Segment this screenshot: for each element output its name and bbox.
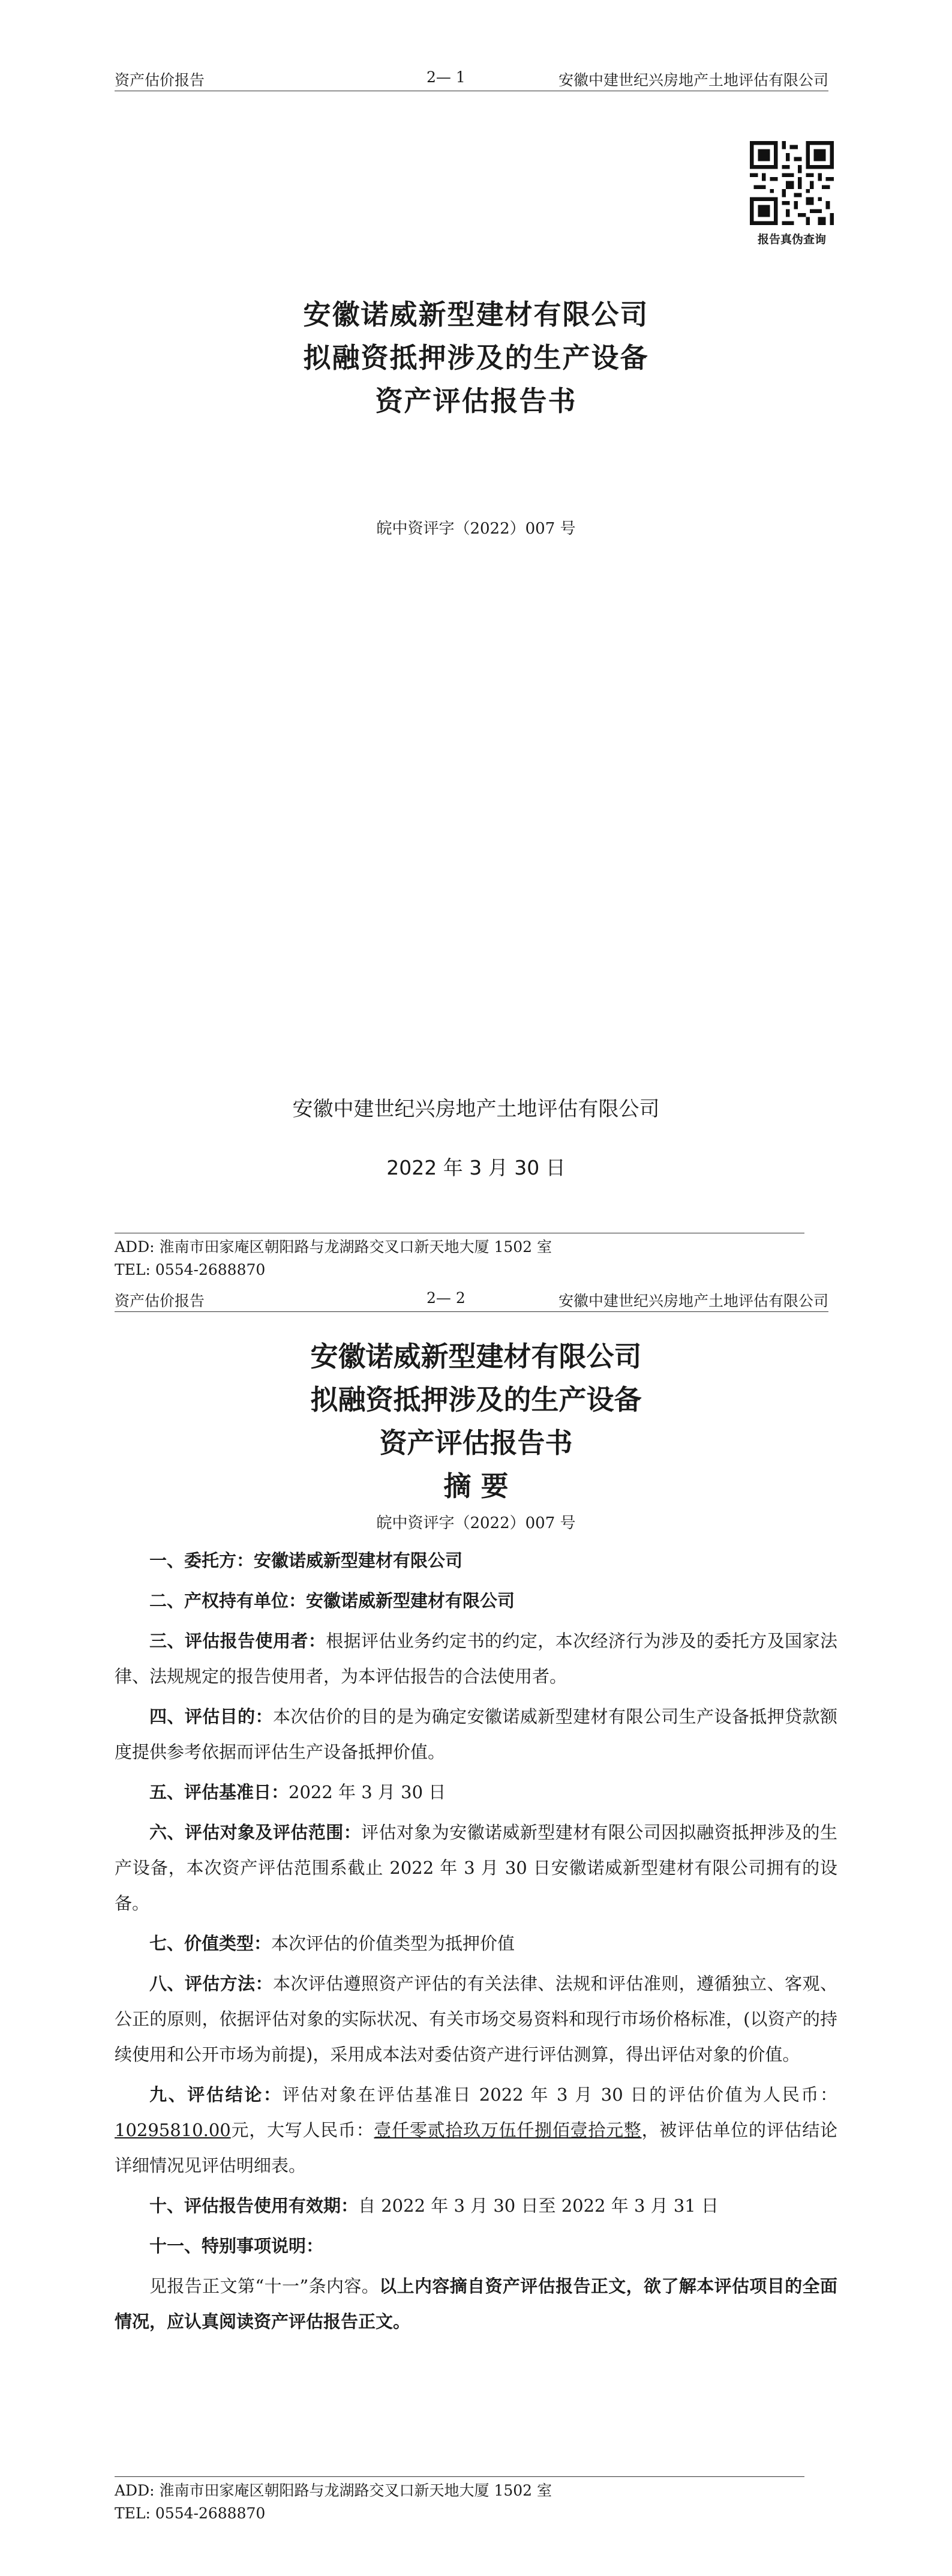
qr-code-icon[interactable]: [750, 141, 834, 225]
section-base-date: 五、评估基准日：2022 年 3 月 30 日: [149, 1782, 446, 1802]
section-method: 八、评估方法：本次评估遵照资产评估的有关法律、法规和评估准则，遵循独立、客观、公正的原则，依据评估对象的实际状况、有关市场交易资料和现行市场价格标准，(以资产的持续使用和公开市场为前提)，采用成本法对委估资产进行评估测算，得出评估对象的价值。: [115, 1973, 837, 2065]
section-purpose: 四、评估目的：本次估价的目的是为确定安徽诺威新型建材有限公司生产设备抵押贷款额度提供参考依据而评估生产设备抵押价值。: [115, 1706, 837, 1762]
cover-title-line1: 安徽诺威新型建材有限公司: [303, 298, 649, 331]
section-scope: 六、评估对象及评估范围：评估对象为安徽诺威新型建材有限公司因拟融资抵押涉及的生产设备，本次资产评估范围系截止 2022 年 3 月 30 日安徽诺威新型建材有限公司拥有的设备。: [115, 1822, 837, 1913]
report-number: 皖中资评字（2022）007 号: [376, 1514, 576, 1532]
summary-heading: 摘 要: [443, 1470, 509, 1502]
section-validity: 十、评估报告使用有效期：自 2022 年 3 月 30 日至 2022 年 3 月 31 日: [149, 2195, 719, 2216]
section-conclusion: 九、评估结论：评估对象在评估基准日 2022 年 3 月 30 日的评估价值为人民币：10295810.00元，大写人民币：壹仟零贰拾玖万伍仟捌佰壹拾元整，被评估单位的评估结论详细情况见评估明细表。: [115, 2084, 837, 2176]
cover-title-line2: 拟融资抵押涉及的生产设备: [303, 342, 649, 374]
valuation-amount: 10295810.00: [115, 2120, 231, 2140]
header-left: 资产估价报告: [115, 71, 205, 89]
summary-title-line1: 安徽诺威新型建材有限公司: [310, 1340, 642, 1373]
footer-tel: TEL: 0554-2688870: [115, 2505, 266, 2522]
header-right: 安徽中建世纪兴房地产土地评估有限公司: [558, 1292, 828, 1310]
summary-title-line3: 资产评估报告书: [379, 1427, 573, 1459]
section-special-notes: 十一、特别事项说明：: [149, 2236, 324, 2256]
page-footer: [115, 2476, 804, 2525]
cover-date: 2022 年 3 月 30 日: [386, 1156, 566, 1179]
header-left: 资产估价报告: [115, 1292, 205, 1310]
header-page-number: 2— 1: [427, 68, 466, 86]
footer-address: ADD: 淮南市田家庵区朝阳路与龙湖路交叉口新天地大厦 1502 室: [115, 2482, 552, 2499]
header-right: 安徽中建世纪兴房地产土地评估有限公司: [558, 71, 828, 89]
cover-firm-name: 安徽中建世纪兴房地产土地评估有限公司: [292, 1097, 660, 1121]
special-notes-text: 见报告正文第“十一”条内容。以上内容摘自资产评估报告正文，欲了解本评估项目的全面情况，应认真阅读资产评估报告正文。: [115, 2276, 837, 2332]
qr-caption: 报告真伪查询: [757, 233, 826, 246]
section-value-type: 七、价值类型：本次评估的价值类型为抵押价值: [149, 1933, 515, 1954]
valuation-amount-chinese: 壹仟零贰拾玖万伍仟捌佰壹拾元整: [374, 2120, 642, 2140]
footer-address: ADD: 淮南市田家庵区朝阳路与龙湖路交叉口新天地大厦 1502 室: [115, 1238, 552, 1256]
header-page-number: 2— 2: [427, 1289, 466, 1307]
section-client: 一、委托方：安徽诺威新型建材有限公司: [149, 1550, 463, 1571]
page-header: [115, 67, 828, 91]
section-report-users: 三、评估报告使用者：根据评估业务约定书的约定，本次经济行为涉及的委托方及国家法律、法规规定的报告使用者，为本评估报告的合法使用者。: [115, 1631, 837, 1687]
page-header: [115, 1288, 828, 1312]
summary-body: [115, 1543, 837, 2340]
footer-tel: TEL: 0554-2688870: [115, 1261, 266, 1278]
report-number: 皖中资评字（2022）007 号: [376, 520, 576, 538]
cover-title-line3: 资产评估报告书: [375, 385, 577, 417]
summary-page: [0, 1288, 952, 2576]
page-footer: [115, 1233, 804, 1281]
section-owner: 二、产权持有单位：安徽诺威新型建材有限公司: [149, 1590, 515, 1611]
summary-title-line2: 拟融资抵押涉及的生产设备: [310, 1383, 642, 1416]
